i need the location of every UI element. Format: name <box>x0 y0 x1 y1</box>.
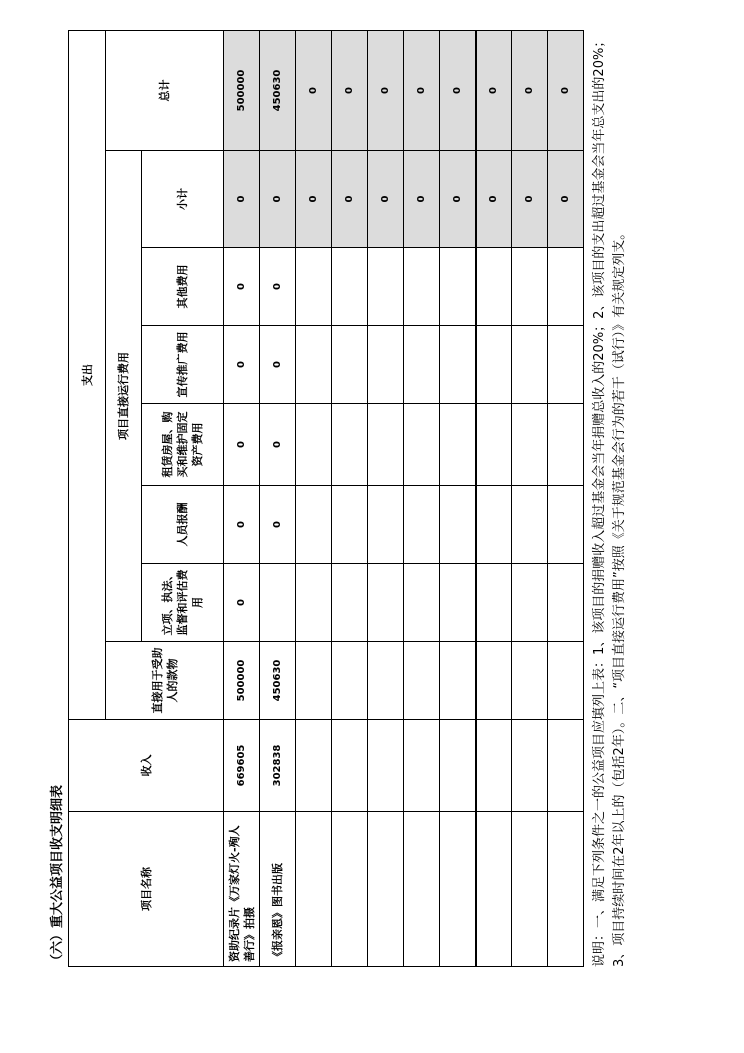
table-row <box>440 31 476 967</box>
project-name-cell <box>368 812 404 967</box>
promotion-cell <box>512 326 548 404</box>
other-cell: 0 <box>260 248 296 326</box>
setup-exec-cell <box>404 564 440 642</box>
other-cell <box>512 248 548 326</box>
other-cell <box>296 248 332 326</box>
setup-exec-cell: 0 <box>224 564 260 642</box>
table-row <box>296 31 332 967</box>
income-cell <box>476 720 512 812</box>
setup-exec-cell <box>440 564 476 642</box>
other-cell <box>332 248 368 326</box>
direct-grant-cell <box>548 642 584 720</box>
direct-grant-cell: 450630 <box>260 642 296 720</box>
rent-maintain-cell <box>296 404 332 486</box>
total-cell: 0 <box>368 31 404 151</box>
table-note: 说明：一、满足下列条件之一的公益项目应填列上表：1、该项目的捐赠收入超过基金会当年捐赠总收入的20%；2、该项目的支出超过基金会当年总支出的20%；3、项目持续时间在2年以上的（包括2年）。二、“项目直接运行费用”按照《关于规范基金会行为的若干（试行）》有关规定列支。 <box>592 34 627 967</box>
header-personnel: 人员报酬 <box>142 486 224 564</box>
project-name-cell <box>476 812 512 967</box>
table-row <box>332 31 368 967</box>
other-cell: 0 <box>224 248 260 326</box>
rent-maintain-cell <box>548 404 584 486</box>
project-name-cell <box>296 812 332 967</box>
promotion-cell <box>476 326 512 404</box>
direct-grant-cell <box>296 642 332 720</box>
header-total: 总计 <box>106 31 224 151</box>
income-cell <box>512 720 548 812</box>
direct-grant-cell <box>440 642 476 720</box>
total-cell: 450630 <box>260 31 296 151</box>
total-cell: 0 <box>476 31 512 151</box>
header-setup-exec: 立项、执法、监督和评估费用 <box>142 564 224 642</box>
rent-maintain-cell <box>404 404 440 486</box>
setup-exec-cell <box>548 564 584 642</box>
total-cell: 0 <box>512 31 548 151</box>
table-row <box>368 31 404 967</box>
personnel-cell <box>404 486 440 564</box>
header-subtotal: 小计 <box>142 151 224 248</box>
rent-maintain-cell: 0 <box>224 404 260 486</box>
subtotal-cell: 0 <box>404 151 440 248</box>
subtotal-cell: 0 <box>296 151 332 248</box>
promotion-cell: 0 <box>260 326 296 404</box>
other-cell <box>404 248 440 326</box>
page-title: （六）重大公益项目收支明细表 <box>50 784 65 967</box>
rent-maintain-cell <box>476 404 512 486</box>
promotion-cell <box>332 326 368 404</box>
promotion-cell <box>296 326 332 404</box>
other-cell <box>440 248 476 326</box>
personnel-cell <box>296 486 332 564</box>
table-row <box>548 31 584 967</box>
setup-exec-cell <box>260 564 296 642</box>
rent-maintain-cell <box>440 404 476 486</box>
subtotal-cell: 0 <box>440 151 476 248</box>
header-direct-operating: 项目直接运行费用 <box>106 151 142 642</box>
header-expense: 支出 <box>69 31 106 720</box>
income-cell: 302838 <box>260 720 296 812</box>
subtotal-cell: 0 <box>368 151 404 248</box>
project-name-cell <box>332 812 368 967</box>
total-cell: 0 <box>296 31 332 151</box>
header-promotion: 宣传推广费用 <box>142 326 224 404</box>
promotion-cell: 0 <box>224 326 260 404</box>
promotion-cell <box>404 326 440 404</box>
project-name-cell: 资助纪录片《万家灯火-殉人善行》拍摄 <box>224 812 260 967</box>
total-cell: 0 <box>332 31 368 151</box>
personnel-cell: 0 <box>224 486 260 564</box>
income-cell <box>332 720 368 812</box>
total-cell: 500000 <box>224 31 260 151</box>
direct-grant-cell <box>368 642 404 720</box>
table-row <box>260 31 296 967</box>
subtotal-cell: 0 <box>260 151 296 248</box>
rent-maintain-cell <box>368 404 404 486</box>
personnel-cell <box>440 486 476 564</box>
income-cell <box>548 720 584 812</box>
table-row <box>512 31 548 967</box>
promotion-cell <box>548 326 584 404</box>
promotion-cell <box>368 326 404 404</box>
total-cell: 0 <box>548 31 584 151</box>
personnel-cell: 0 <box>260 486 296 564</box>
subtotal-cell: 0 <box>224 151 260 248</box>
subtotal-cell: 0 <box>548 151 584 248</box>
personnel-cell <box>548 486 584 564</box>
project-name-cell <box>512 812 548 967</box>
setup-exec-cell <box>476 564 512 642</box>
header-direct-grant: 直接用于受助人的款物 <box>106 642 224 720</box>
project-name-cell <box>548 812 584 967</box>
header-income: 收入 <box>69 720 224 812</box>
income-cell <box>440 720 476 812</box>
income-cell <box>404 720 440 812</box>
subtotal-cell: 0 <box>512 151 548 248</box>
subtotal-cell: 0 <box>476 151 512 248</box>
personnel-cell <box>476 486 512 564</box>
header-project-name: 项目名称 <box>69 812 224 967</box>
project-income-expense-table <box>68 30 584 967</box>
other-cell <box>368 248 404 326</box>
setup-exec-cell <box>368 564 404 642</box>
other-cell <box>548 248 584 326</box>
income-cell: 669605 <box>224 720 260 812</box>
income-cell <box>368 720 404 812</box>
direct-grant-cell: 500000 <box>224 642 260 720</box>
setup-exec-cell <box>512 564 548 642</box>
rent-maintain-cell: 0 <box>260 404 296 486</box>
direct-grant-cell <box>404 642 440 720</box>
total-cell: 0 <box>404 31 440 151</box>
setup-exec-cell <box>296 564 332 642</box>
table-row <box>404 31 440 967</box>
subtotal-cell: 0 <box>332 151 368 248</box>
total-cell: 0 <box>440 31 476 151</box>
table-row <box>224 31 260 967</box>
setup-exec-cell <box>332 564 368 642</box>
project-name-cell <box>404 812 440 967</box>
header-rent-maintain: 租赁房屋、购买和维护固定资产费用 <box>142 404 224 486</box>
direct-grant-cell <box>332 642 368 720</box>
rent-maintain-cell <box>332 404 368 486</box>
project-name-cell: 《报亲恩》图书出版 <box>260 812 296 967</box>
personnel-cell <box>368 486 404 564</box>
personnel-cell <box>332 486 368 564</box>
personnel-cell <box>512 486 548 564</box>
promotion-cell <box>440 326 476 404</box>
direct-grant-cell <box>476 642 512 720</box>
table-row <box>476 31 512 967</box>
rent-maintain-cell <box>512 404 548 486</box>
income-cell <box>296 720 332 812</box>
project-name-cell <box>440 812 476 967</box>
header-other: 其他费用 <box>142 248 224 326</box>
direct-grant-cell <box>512 642 548 720</box>
other-cell <box>476 248 512 326</box>
